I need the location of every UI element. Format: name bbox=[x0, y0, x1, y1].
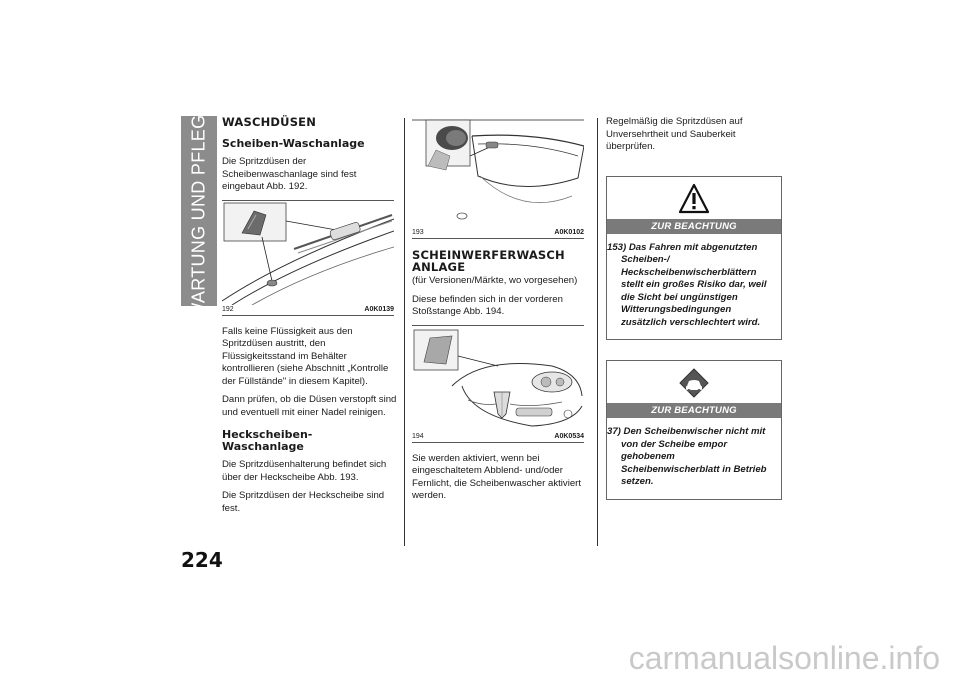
warning-heading: ZUR BEACHTUNG bbox=[607, 403, 781, 418]
chapter-title: WARTUNG UND PFLEGE bbox=[188, 102, 209, 320]
paragraph: Sie werden aktiviert, wenn bei eingeschaltetem Abblend- und/oder Fernlicht, die Scheibenwascher aktiviert werden. bbox=[412, 452, 582, 501]
column-2 bbox=[412, 116, 588, 509]
figure-number: 192 bbox=[222, 305, 234, 313]
paragraph: Diese befinden sich in der vorderen Stoßstange Abb. 194. bbox=[412, 293, 563, 317]
section-title-waschduesen: WASCHDÜSEN bbox=[222, 115, 317, 129]
car-caution-icon bbox=[678, 367, 710, 399]
column-divider bbox=[597, 118, 598, 546]
paragraph: Die Spritzdüsenhalterung befindet sich über der Heckscheibe Abb. 193. bbox=[222, 459, 387, 483]
paragraph: Die Spritzdüsen der Heckscheibe sind fest. bbox=[222, 490, 385, 514]
warning-text: 153) Das Fahren mit abgenutzten Scheiben-/ Heckscheibenwischerblättern stellt ein großes Risiko dar, weil die Sicht bei ungünstigen Witterungsbedingungen zusätzlich verschlechtert wird. bbox=[607, 241, 767, 328]
figure-code: A0K0102 bbox=[554, 229, 584, 236]
paragraph: Regelmäßig die Spritzdüsen auf Unversehrtheit und Sauberkeit überprüfen. bbox=[606, 116, 743, 152]
watermark: carmanualsonline.info bbox=[628, 640, 940, 676]
rear-washer-illustration bbox=[412, 116, 584, 228]
headlamp-washer-illustration bbox=[412, 326, 584, 432]
paragraph: Falls keine Flüssigkeit aus den Spritzdüsen austritt, den Flüssigkeitsstand im Behälter kontrollieren (siehe Abschnitt „Kontrolle der Füllstände" in diesem Kapitel). bbox=[222, 325, 389, 387]
warning-heading: ZUR BEACHTUNG bbox=[607, 219, 781, 234]
figure-code: A0K0534 bbox=[554, 432, 584, 440]
subsection-title-heckscheiben: Heckscheiben- Waschanlage bbox=[222, 428, 313, 453]
figure-193 bbox=[412, 116, 584, 239]
figure-number: 193 bbox=[412, 229, 424, 236]
paragraph: Dann prüfen, ob die Düsen verstopft sind und eventuell mit einer Nadel reinigen. bbox=[222, 394, 397, 418]
warning-box-153 bbox=[606, 176, 782, 341]
column-1 bbox=[222, 116, 397, 521]
page-number: 224 bbox=[181, 548, 223, 572]
chapter-side-tab bbox=[181, 102, 217, 320]
column-divider bbox=[404, 118, 405, 546]
paragraph: Die Spritzdüsen der Scheibenwaschanlage sind fest eingebaut Abb. 192. bbox=[222, 156, 357, 192]
figure-code: A0K0139 bbox=[364, 305, 394, 313]
subsection-title-scheiben: Scheiben-Waschanlage bbox=[222, 137, 365, 150]
windshield-nozzle-illustration bbox=[222, 201, 394, 305]
warning-text: 37) Den Scheibenwischer nicht mit von der Scheibe empor gehobenem Scheibenwischerblatt in Betrieb setzen. bbox=[607, 426, 767, 487]
figure-192 bbox=[222, 200, 394, 316]
version-note: (für Versionen/Märkte, wo vorgesehen) bbox=[412, 275, 578, 286]
warning-box-37 bbox=[606, 360, 782, 500]
section-title-scheinwerferwaschanlage: SCHEINWERFERWASCH ANLAGE bbox=[412, 248, 565, 274]
column-3 bbox=[606, 116, 782, 512]
figure-number: 194 bbox=[412, 432, 424, 440]
exclamation-triangle-icon bbox=[678, 183, 710, 215]
figure-194 bbox=[412, 325, 584, 443]
